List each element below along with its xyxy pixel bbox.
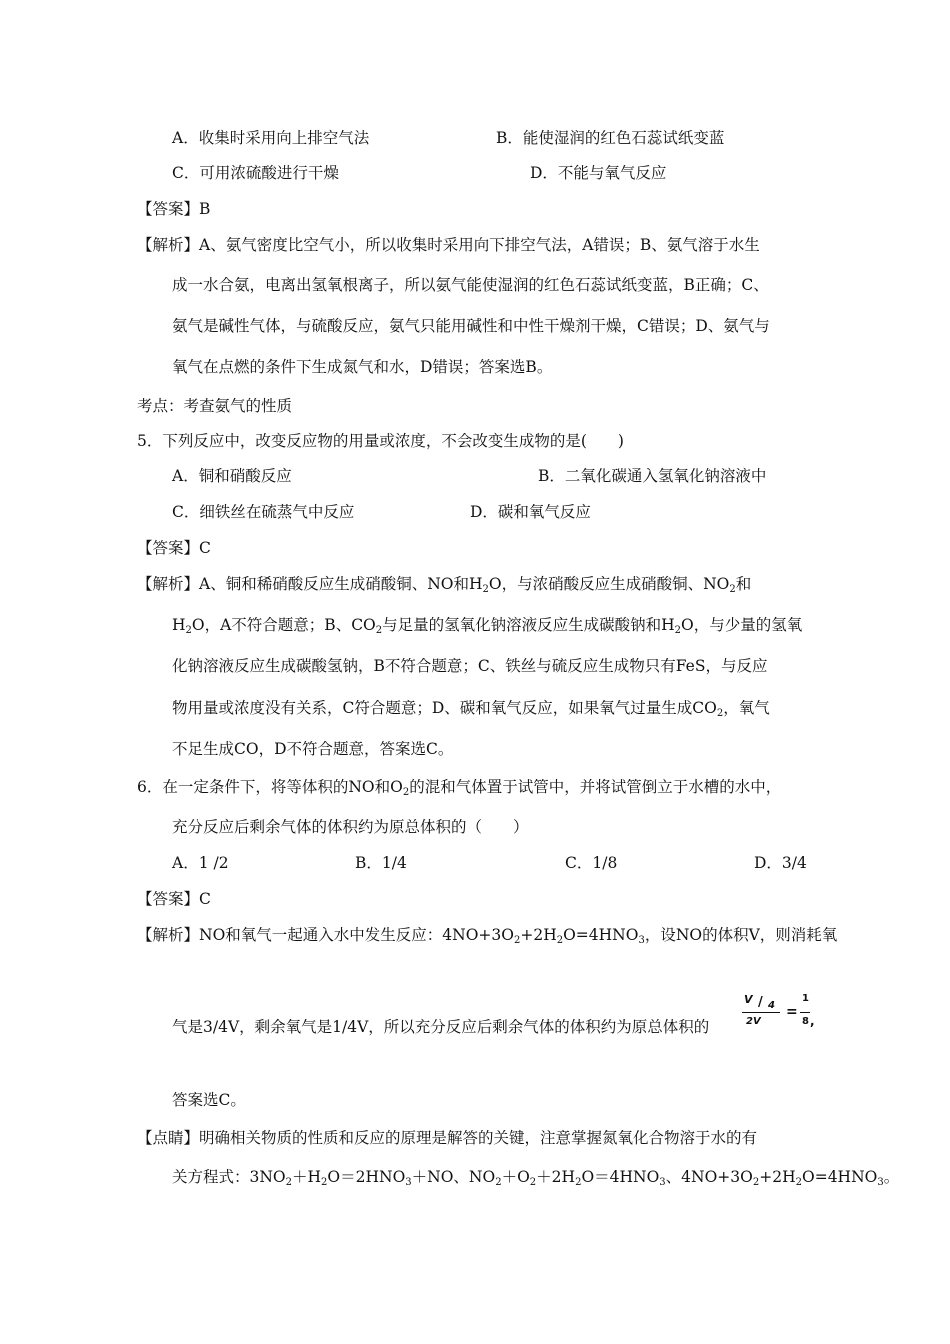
q4-option-d: D．不能与氧气反应	[530, 164, 667, 182]
q5-option-d: D．碳和氧气反应	[470, 503, 591, 521]
q5-analysis-line-5: 不足生成CO，D不符合题意，答案选C。	[172, 740, 454, 758]
q4-analysis-line-1: 【解析】A、氨气密度比空气小，所以收集时采用向下排空气法，A错误；B、氨气溶于水生	[137, 236, 760, 254]
q6-analysis-line-2: 气是3/4V，剩余氧气是1/4V，所以充分反应后剩余气体的体积约为原总体积的	[172, 1018, 710, 1036]
q5-option-a: A．铜和硝酸反应	[172, 467, 292, 485]
q4-kaodian: 考点：考查氨气的性质	[137, 397, 293, 415]
q4-analysis-line-4: 氧气在点燃的条件下生成氮气和水，D错误；答案选B。	[172, 358, 553, 376]
q4-answer: 【答案】B	[137, 200, 211, 218]
q5-option-c: C．细铁丝在硫蒸气中反应	[172, 503, 355, 521]
q5-option-b: B．二氧化碳通入氢氧化钠溶液中	[538, 467, 767, 485]
q4-analysis-line-2: 成一水合氨，电离出氢氧根离子，所以氨气能使湿润的红色石蕊试纸变蓝，B正确；C、	[172, 276, 769, 294]
q6-analysis-line-3: 答案选C。	[172, 1091, 246, 1109]
q6-stem-line-1: 6．在一定条件下，将等体积的NO和$O_2$的混和气体置于试管中，并将试管倒立于水槽的水中，	[137, 778, 782, 798]
q6-answer: 【答案】C	[137, 890, 211, 908]
q6-dianjing-line-2: 关方程式：$3NO_2+H_2O=2HNO_3+NO$、$NO_2+O_2+2H_2O=4HNO_3$、$4NO+3O_2+2H_2O=4HNO_3$。	[172, 1168, 900, 1188]
q5-answer: 【答案】C	[137, 539, 211, 557]
q6-analysis-line-1: 【解析】NO和氧气一起通入水中发生反应：$4NO+3O_2+2H_2O=4HNO_3$，设NO的体积V，则消耗氧	[137, 926, 838, 946]
q6-option-d: D．3/4	[754, 854, 807, 872]
q4-option-a: A．收集时采用向上排空气法	[172, 129, 370, 147]
q5-analysis-line-4: 物用量或浓度没有关系，C符合题意；D、碳和氧气反应，如果氧气过量生成$CO_2$，氧气	[172, 699, 770, 719]
q5-analysis-line-1: 【解析】A、铜和稀硝酸反应生成硝酸铜、NO和$H_2O$，与浓硝酸反应生成硝酸铜、$NO_2$和	[137, 575, 752, 595]
q5-analysis-line-2: $H_2O$，A不符合题意；B、$CO_2$与足量的氢氧化钠溶液反应生成碳酸钠和$H_2O$，与少量的氢氧	[172, 616, 803, 636]
q6-stem-line-2: 充分反应后剩余气体的体积约为原总体积的（ ）	[172, 818, 529, 836]
q4-option-c: C．可用浓硫酸进行干燥	[172, 164, 339, 182]
q5-stem: 5．下列反应中，改变反应物的用量或浓度，不会改变生成物的是( )	[137, 432, 624, 450]
q5-analysis-line-3: 化钠溶液反应生成碳酸氢钠，B不符合题意；C、铁丝与硫反应生成物只有FeS，与反应	[172, 657, 768, 675]
q6-option-c: C．1/8	[565, 854, 618, 872]
q6-dianjing-line-1: 【点睛】明确相关物质的性质和反应的原理是解答的关键，注意掌握氮氧化合物溶于水的有	[137, 1129, 758, 1147]
q4-option-b: B．能使湿润的红色石蕊试纸变蓝	[496, 129, 725, 147]
fraction-formula: V / 4 2V = 1 8 ,	[744, 993, 815, 1028]
q6-option-b: B．1/4	[355, 854, 407, 872]
q4-analysis-line-3: 氨气是碱性气体，与硫酸反应，氨气只能用碱性和中性干燥剂干燥，C错误；D、氨气与	[172, 317, 770, 335]
q6-option-a: A．1 /2	[172, 854, 229, 872]
